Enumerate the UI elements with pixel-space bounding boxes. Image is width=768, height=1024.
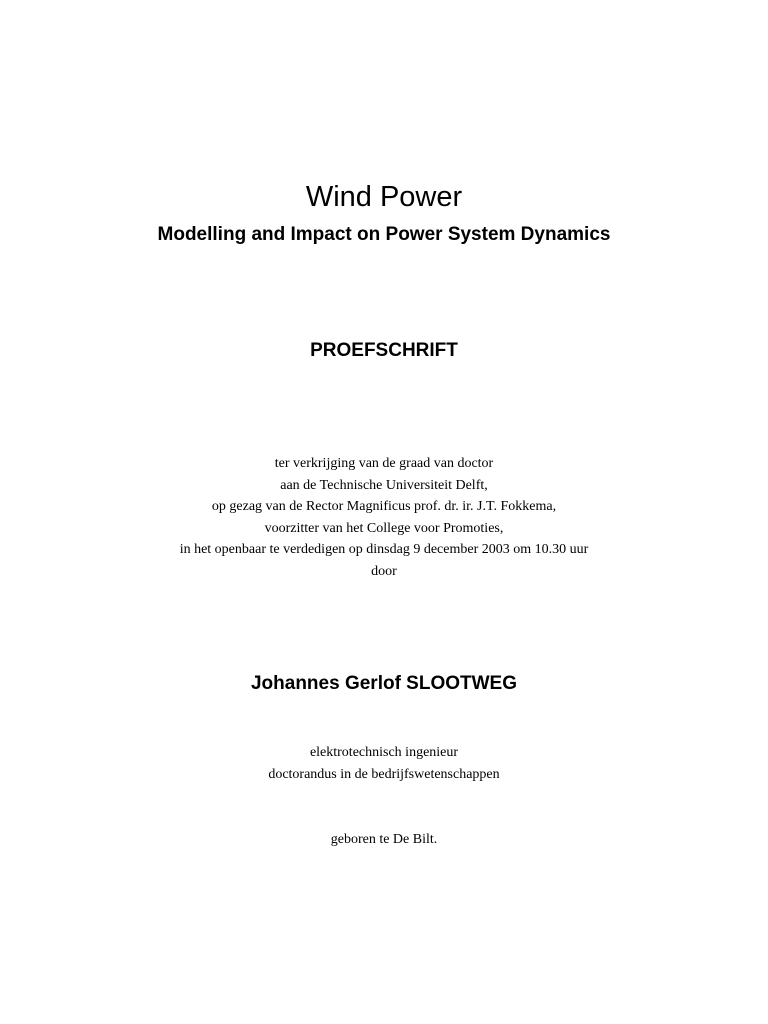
document-title: Wind Power xyxy=(305,181,463,213)
author-degrees xyxy=(0,742,768,785)
document-type: PROEFSCHRIFT xyxy=(310,340,458,361)
promotion-line: voorzitter van het College voor Promoties, xyxy=(264,520,504,536)
promotion-line: in het openbaar te verdedigen op dinsdag 9 december 2003 om 10.30 uur xyxy=(179,542,589,557)
promotion-statement xyxy=(0,453,768,582)
promotion-line: door xyxy=(371,563,397,579)
author-name: Johannes Gerlof SLOOTWEG xyxy=(250,673,518,694)
document-subtitle: Modelling and Impact on Power System Dynamics xyxy=(157,224,611,245)
promotion-line: op gezag van de Rector Magnificus prof. dr. ir. J.T. Fokkema, xyxy=(211,499,557,514)
promotion-line: aan de Technische Universiteit Delft, xyxy=(280,477,488,493)
degree-line: doctorandus in de bedrijfswetenschappen xyxy=(268,766,500,782)
promotion-line: ter verkrijging van de graad van doctor xyxy=(274,456,494,471)
birthplace: geboren te De Bilt. xyxy=(330,832,438,847)
degree-line: elektrotechnisch ingenieur xyxy=(309,745,459,760)
